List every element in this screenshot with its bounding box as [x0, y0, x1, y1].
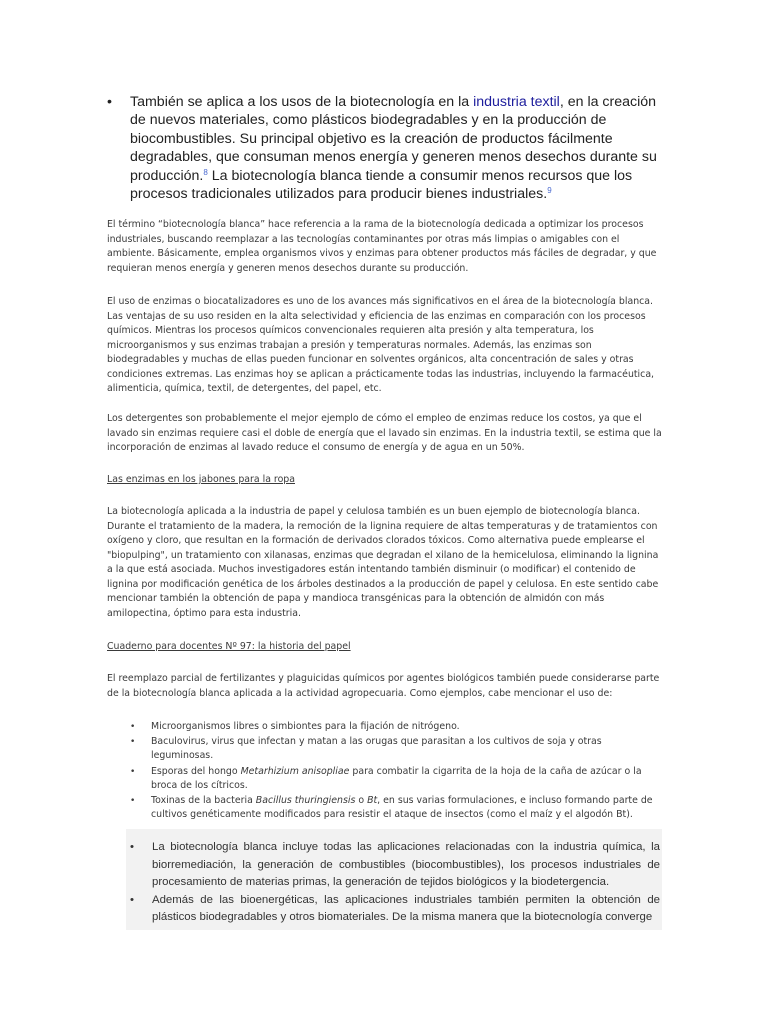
bullet-icon: •: [130, 841, 134, 853]
bullet-icon: •: [130, 893, 134, 906]
intro-bullet-text: También se aplica a los usos de la biotecnología en la industria textil, en la creación de nuevos materiales, como plásticos biodegradables y en la producción de biocombustibles. Su principal objetivo es la creación de productos fácilmente degradables, que consuman menos energía y generen menos desechos durante su producción.$^8$ La biotecnología blanca tiende a consumir menos recursos que los procesos tradicionales utilizados para producir bienes industriales.$^9$: [130, 94, 657, 203]
biological-agents-list: [130, 720, 660, 823]
list-item: • Baculovirus, virus que infectan y matan a las orugas que parasitan a los cultivos de soja y otras leguminosas.: [130, 736, 602, 762]
list-item: • Además de las bioenergéticas, las aplicaciones industriales también permiten la obtención de plásticos biodegradables y otros biomateriales. De la misma manera que la biotecnología converge: [130, 893, 660, 924]
intro-bullet: [107, 93, 667, 203]
bullet-icon: •: [130, 796, 136, 807]
paragraph-2: El uso de enzimas o biocatalizadores es uno de los avances más significativos en el área de la biotecnología blanca. Las ventajas de su uso residen en la alta selectividad y eficiencia de las enzimas en comparación con los procesos químicos. Mientras los procesos químicos convencionales requieren alta presión y alta temperatura, los microorganismos y sus enzimas trabajan a presión y temperaturas normales. Además, las enzimas son biodegradables y muchas de ellas pueden funcionar en solventes orgánicos, alta concentración de sales y otras condiciones extremas. Las enzimas hoy se aplican a prácticamente todas las industrias, incluyendo la farmacéutica, alimenticia, química, textil, de detergentes, del papel, etc.: [107, 296, 655, 394]
bullet-icon: •: [130, 722, 136, 732]
industria-textil-link[interactable]: industria textil: [473, 94, 560, 110]
list-item: • La biotecnología blanca incluye todas las aplicaciones relacionadas con la industria química, la biorremediación, la generación de combustibles (biocombustibles), los procesos industriales de procesamiento de materias primas, la generación de tejidos biológicos y la biodetergencia.: [130, 841, 660, 889]
bullet-icon: •: [130, 766, 136, 777]
reference-8-link[interactable]: 8: [203, 167, 208, 177]
cuaderno-docentes-link[interactable]: Cuaderno para docentes Nº 97: la historia del papel: [107, 641, 351, 652]
highlight-list: [130, 839, 660, 927]
paragraph-5: El reemplazo parcial de fertilizantes y plaguicidas químicos por agentes biológicos también puede considerarse parte de la biotecnología blanca aplicada a la actividad agropecuaria. Como ejemplos, cabe mencionar el uso de:: [107, 673, 660, 699]
enzimas-jabones-link[interactable]: Las enzimas en los jabones para la ropa: [107, 474, 295, 485]
list-item: • Microorganismos libres o simbiontes para la fijación de nitrógeno.: [130, 720, 660, 734]
list-item: • Esporas del hongo Metarhizium anisopliae para combatir la cigarrita de la hoja de la caña de azúcar o la broca de los cítricos.: [130, 765, 642, 791]
paragraph-1: El término “biotecnología blanca” hace referencia a la rama de la biotecnología dedicada a optimizar los procesos industriales, buscando reemplazar a las tecnologías contaminantes por otras más limpias o amigables con el ambiente. Básicamente, emplea organismos vivos y enzimas para obtener productos más fáciles de degradar, y que requieran menos energía y generen menos desechos durante su producción.: [107, 219, 657, 274]
reference-9-link[interactable]: 9: [547, 186, 552, 196]
bullet-icon: •: [130, 737, 136, 748]
list-item: • Toxinas de la bacteria Bacillus thuringiensis o Bt, en sus varias formulaciones, e incluso formando parte de cultivos genéticamente modificados para resistir el ataque de insectos (como el maíz y el algodón Bt).: [130, 795, 653, 821]
paragraph-4: La biotecnología aplicada a la industria de papel y celulosa también es un buen ejemplo de biotecnología blanca. Durante el tratamiento de la madera, la remoción de la lignina requiere de altas temperaturas y de tratamientos con oxígeno y cloro, que resultan en la formación de derivados clorados tóxicos. Como alternativa puede emplearse el "biopulping", un tratamiento con xilanasas, enzimas que degradan el xilano de la hemicelulosa, eliminando la lignina a la que está asociada. Muchos investigadores están intentando también disminuir (o modificar) el contenido de lignina por modificación genética de los árboles destinados a la producción de papel y celulosa. En este sentido cabe mencionar también la obtención de papa y mandioca transgénicas para la obtención de almidón con más amilopectina, óptimo para esta industria.: [107, 506, 659, 619]
paragraph-3: Los detergentes son probablemente el mejor ejemplo de cómo el empleo de enzimas reduce los costos, ya que el lavado sin enzimas requiere casi el doble de energía que el lavado sin enzimas. En la industria textil, se estima que la incorporación de enzimas al lavado reduce el consumo de energía y de agua en un 50%.: [107, 413, 662, 453]
bullet-icon: •: [107, 94, 112, 110]
